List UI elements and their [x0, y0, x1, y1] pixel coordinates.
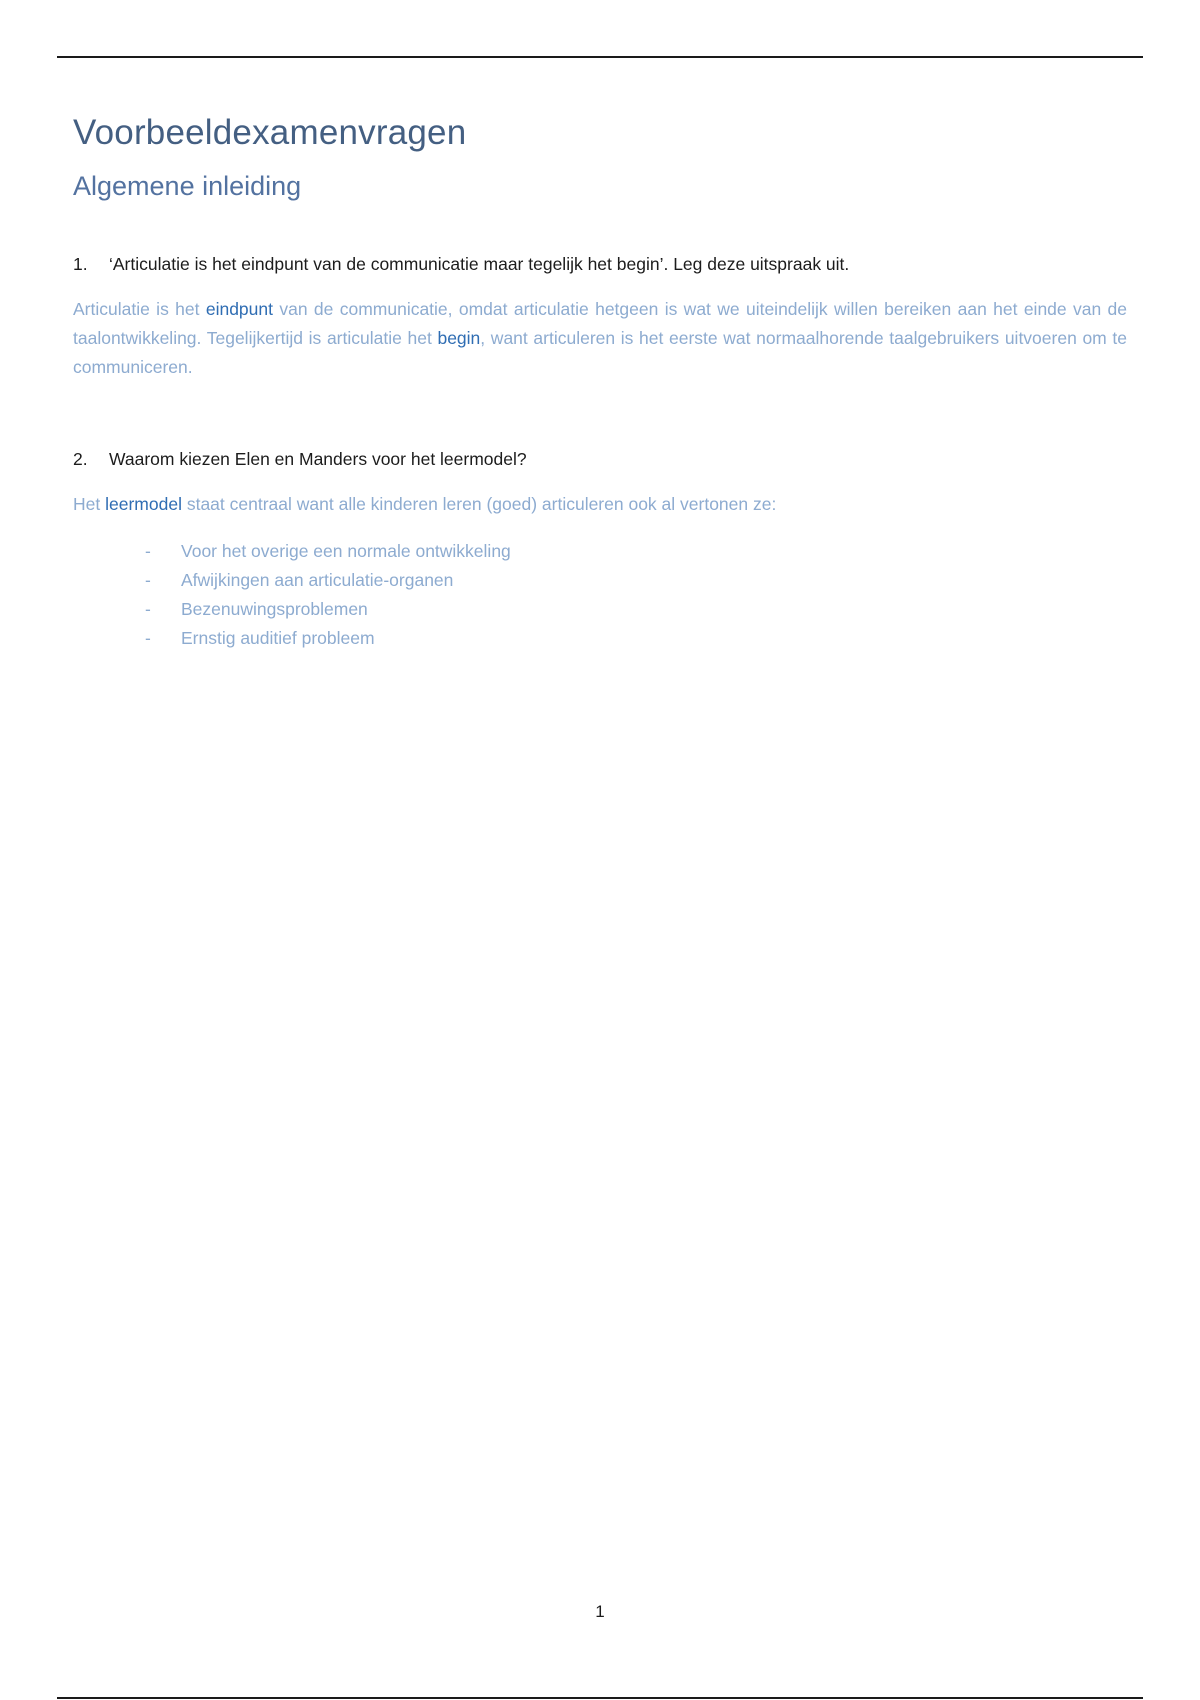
- footer-rule: [57, 1697, 1143, 1699]
- answer-1-text: van de communicatie, omdat articulatie hetgeen is wat we uiteindelijk willen bereiken aan het einde van de taalontwikkeling. Tegelijkertijd is articulatie het: [73, 299, 1128, 348]
- question-1-number: 1.: [73, 254, 88, 274]
- header-rule: [57, 56, 1143, 58]
- bullet-dash: -: [145, 540, 151, 561]
- list-item: [73, 595, 1127, 624]
- question-1-text: ‘Articulatie is het eindpunt van de communicatie maar tegelijk het begin’. Leg deze uitspraak uit.: [109, 254, 850, 274]
- bullet-dash: -: [145, 598, 151, 619]
- question-2: [73, 446, 1127, 472]
- list-item-text: Ernstig auditief probleem: [181, 627, 375, 648]
- answer-1: [73, 295, 1127, 382]
- list-item: [73, 537, 1127, 566]
- answer-2-text: Het: [73, 494, 106, 514]
- answer-1-text: , want articuleren is het eerste wat normaalhorende taalgebruikers uitvoeren om te communiceren.: [73, 328, 1127, 377]
- question-2-number: 2.: [73, 449, 88, 469]
- list-item: [73, 624, 1127, 653]
- bullet-dash: -: [145, 627, 151, 648]
- document-body: [73, 108, 1127, 653]
- answer-1-keyword-begin: begin: [437, 328, 481, 348]
- page-number: 1: [595, 1602, 605, 1621]
- document-title: Voorbeeldexamenvragen: [73, 113, 467, 152]
- list-item: [73, 566, 1127, 595]
- answer-1-keyword-eindpunt: eindpunt: [205, 299, 273, 319]
- bullet-dash: -: [145, 569, 151, 590]
- answer-2-keyword-leermodel: leermodel: [105, 494, 182, 514]
- answer-2-text: staat centraal want alle kinderen leren (goed) articuleren ook al vertonen ze:: [181, 494, 777, 514]
- list-item-text: Afwijkingen aan articulatie-organen: [181, 569, 454, 590]
- question-2-text: Waarom kiezen Elen en Manders voor het leermodel?: [109, 449, 527, 469]
- list-item-text: Bezenuwingsproblemen: [181, 598, 368, 619]
- answer-2: [73, 490, 1127, 519]
- answer-2-list: [73, 537, 1127, 653]
- answer-1-text: Articulatie is het: [73, 299, 206, 319]
- question-1: [73, 251, 1127, 277]
- list-item-text: Voor het overige een normale ontwikkeling: [181, 540, 511, 561]
- section-heading: Algemene inleiding: [73, 171, 302, 201]
